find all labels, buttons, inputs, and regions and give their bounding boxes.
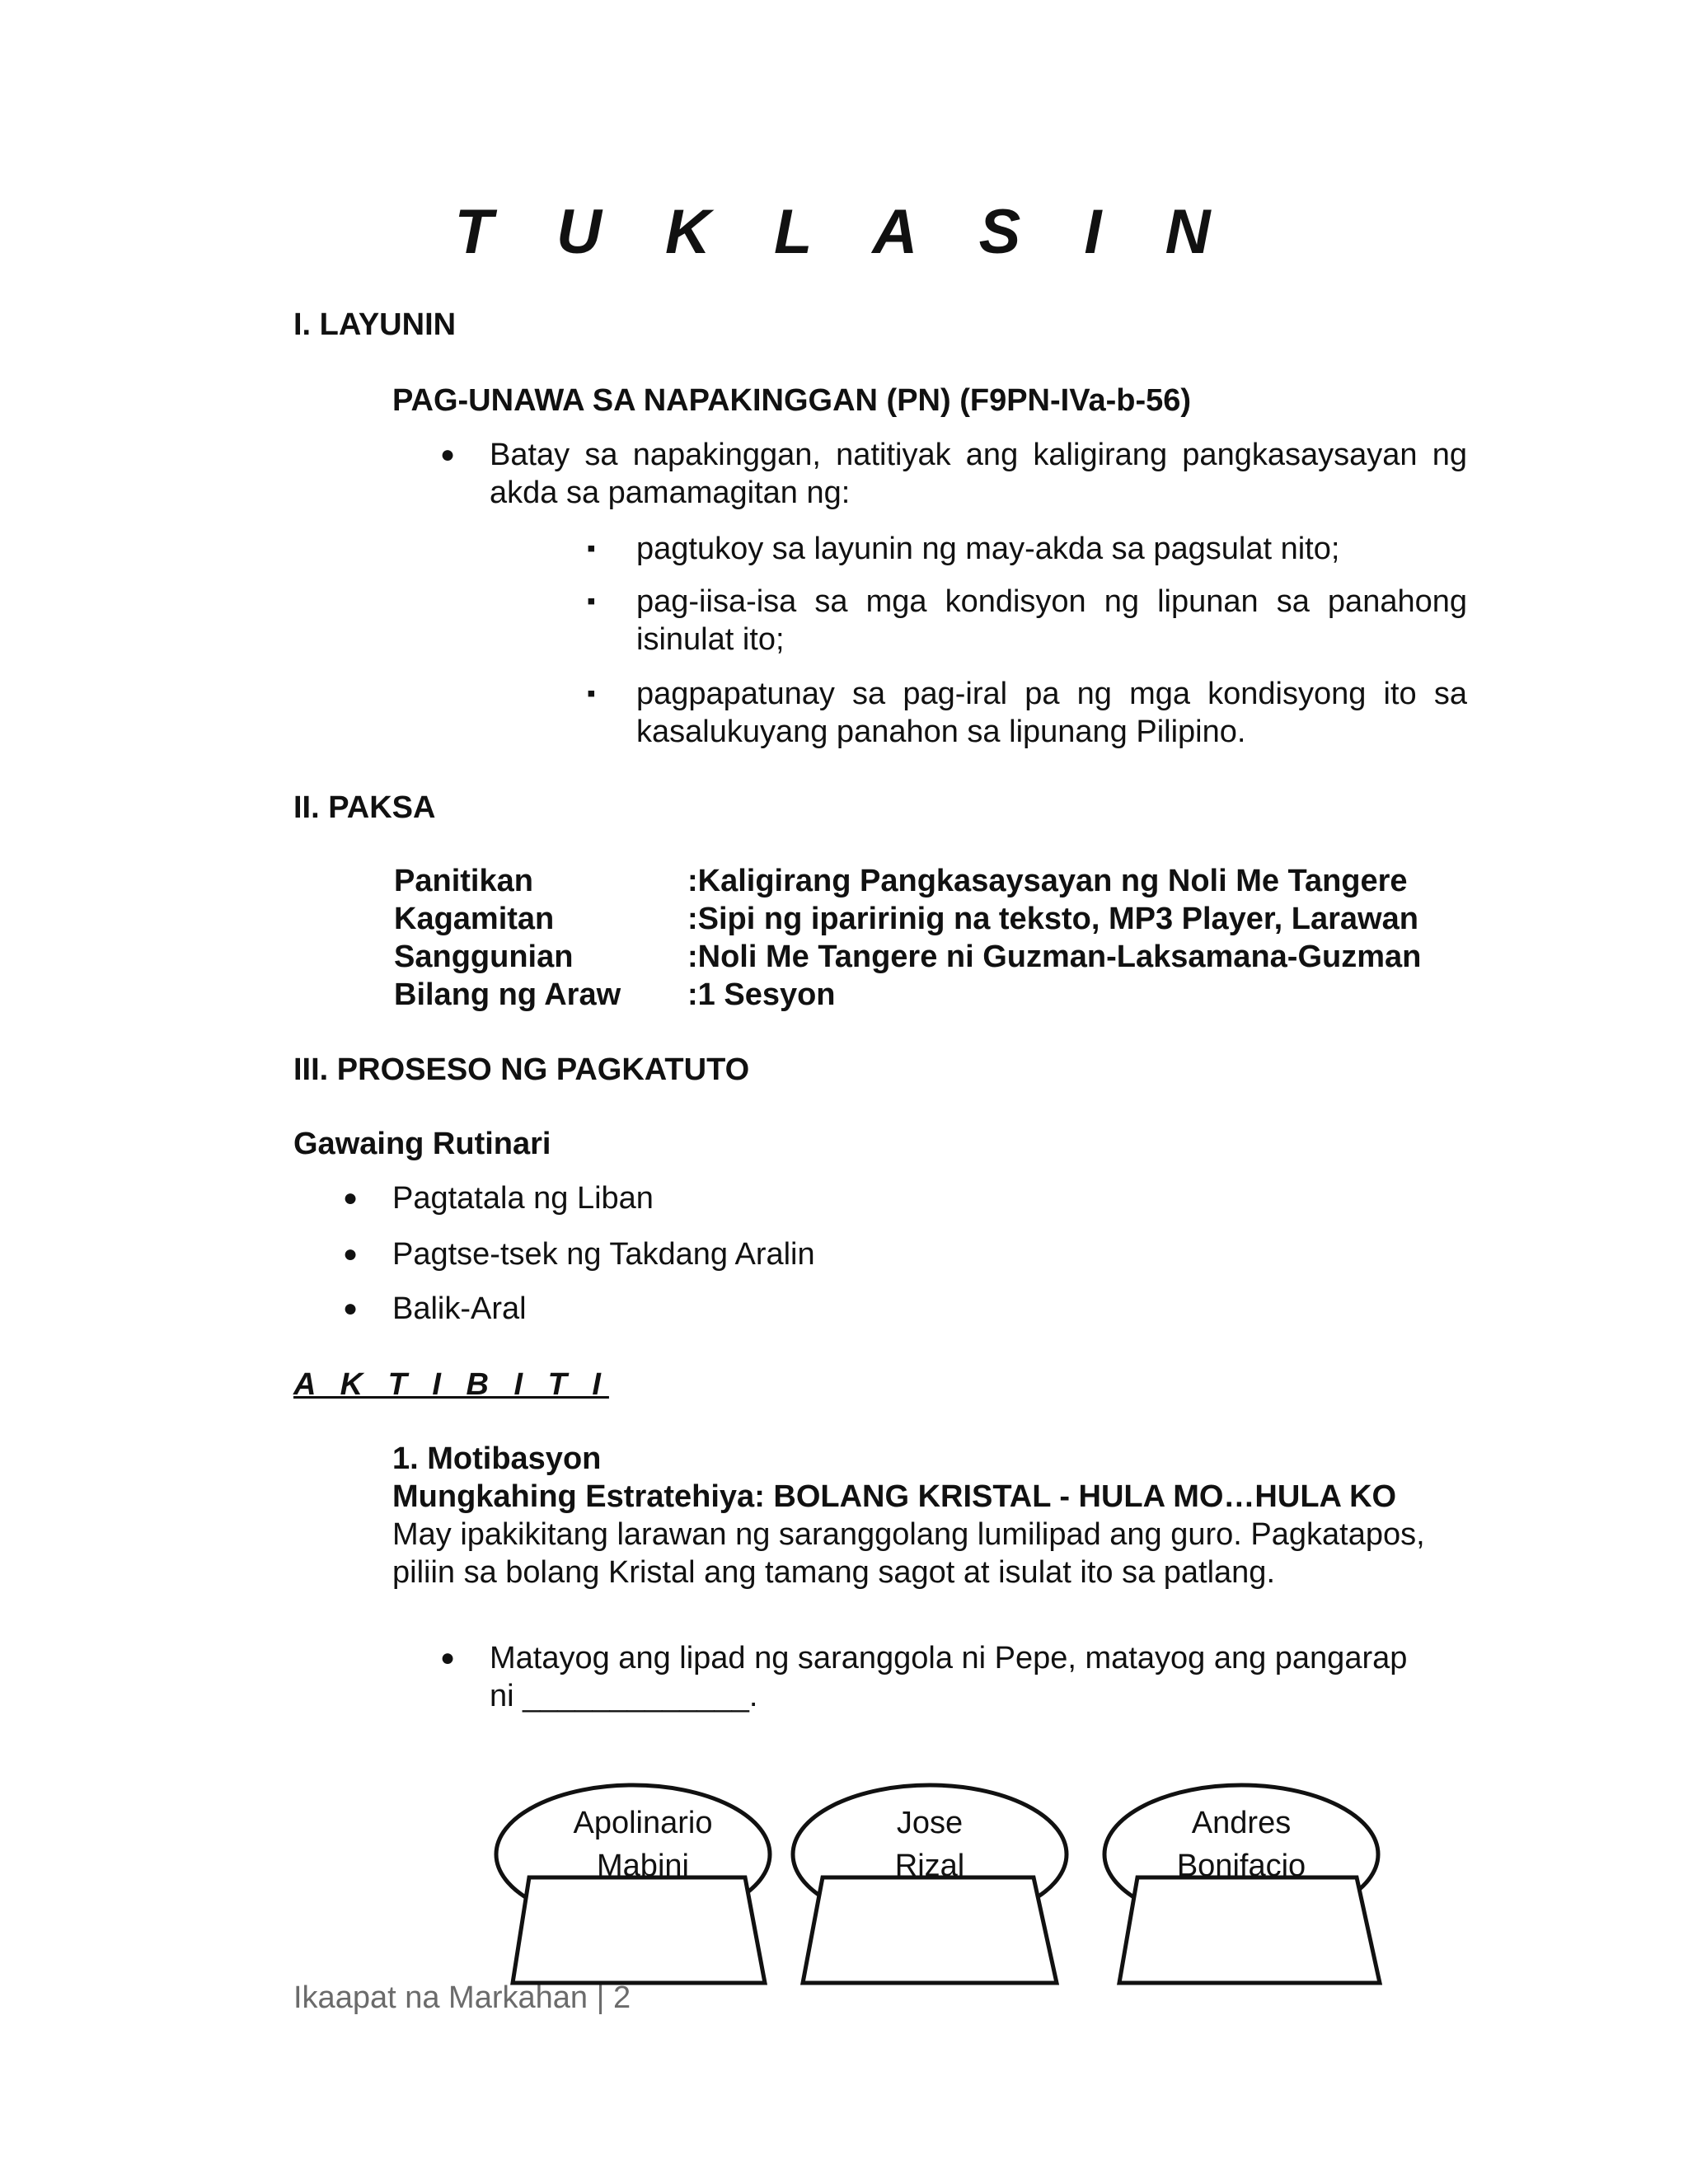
layunin-item-2-line2: isinulat ito;: [636, 622, 785, 657]
aktibiti-heading: A K T I B I T I: [293, 1367, 609, 1402]
paksa-key: Kagamitan: [394, 902, 555, 936]
rutinari-item-1: Pagtatala ng Liban: [392, 1181, 654, 1216]
crystal-ball-choice-1: [486, 1780, 799, 1994]
question-line1: Matayog ang lipad ng saranggola ni Pepe, matayog ang pangarap: [490, 1641, 1408, 1675]
page-title: T U K L A S I N: [454, 197, 1234, 267]
layunin-item-3-line2: kasalukuyang panahon sa lipunang Pilipino.: [636, 715, 1246, 749]
square-bullet-icon: ▪: [587, 680, 596, 707]
choice-name-line2: Bonifacio: [1176, 1849, 1306, 1877]
instruction-line1: May ipakikitang larawan ng saranggolang lumilipad ang guro. Pagkatapos,: [392, 1517, 1425, 1552]
instruction-line2: piliin sa bolang Kristal ang tamang sagot at isulat ito sa patlang.: [392, 1555, 1275, 1590]
choice-name-line1: Andres: [1191, 1806, 1292, 1840]
motibasyon-heading: 1. Motibasyon: [392, 1441, 602, 1476]
layunin-heading: I. LAYUNIN: [293, 307, 457, 342]
question-line2: ni _____________.: [490, 1679, 758, 1713]
layunin-subheading: PAG-UNAWA SA NAPAKINGGAN (PN) (F9PN-IVa-b-56): [392, 383, 1192, 418]
paksa-key: Panitikan: [394, 864, 533, 898]
bullet-icon: ●: [343, 1240, 359, 1268]
choice-name-line1: Apolinario: [573, 1806, 713, 1840]
choice-name-line1: Jose: [896, 1806, 964, 1840]
square-bullet-icon: ▪: [587, 535, 596, 562]
proseso-heading: III. PROSESO NG PAGKATUTO: [293, 1052, 750, 1087]
bullet-icon: ●: [343, 1295, 359, 1322]
layunin-bullet-line2: akda sa pamamagitan ng:: [490, 476, 851, 510]
choice-name-line2: Rizal: [894, 1849, 965, 1877]
paksa-value: :Kaligirang Pangkasaysayan ng Noli Me Tangere: [687, 864, 1408, 898]
paksa-value: :Noli Me Tangere ni Guzman-Laksamana-Guzman: [687, 940, 1422, 974]
paksa-value: :1 Sesyon: [687, 977, 836, 1012]
layunin-item-3-line1: pagpapatunay sa pag-iral pa ng mga kondisyong ito sa: [636, 677, 1467, 711]
bullet-icon: ●: [440, 1644, 456, 1671]
paksa-heading: II. PAKSA: [293, 790, 436, 825]
rutinari-item-2: Pagtse-tsek ng Takdang Aralin: [392, 1237, 815, 1272]
paksa-key: Bilang ng Araw: [394, 977, 621, 1012]
paksa-key: Sanggunian: [394, 940, 574, 974]
layunin-item-2-line1: pag-iisa-isa sa mga kondisyon ng lipunan sa panahong: [636, 584, 1467, 619]
page-footer: Ikaapat na Markahan | 2: [293, 1980, 631, 2015]
choice-name-line2: Mabini: [597, 1849, 689, 1877]
crystal-ball-choice-3: [1100, 1780, 1413, 1994]
rutinari-item-3: Balik-Aral: [392, 1291, 527, 1326]
crystal-ball-choice-2: [790, 1780, 1103, 1994]
estratehiya-heading: Mungkahing Estratehiya: BOLANG KRISTAL - HULA MO…HULA KO: [392, 1479, 1397, 1514]
square-bullet-icon: ▪: [587, 588, 596, 615]
layunin-item-1: pagtukoy sa layunin ng may-akda sa pagsulat nito;: [636, 532, 1340, 566]
paksa-value: :Sipi ng iparirinig na teksto, MP3 Player, Larawan: [687, 902, 1418, 936]
bullet-icon: ●: [440, 441, 456, 468]
layunin-bullet-line1: Batay sa napakinggan, natitiyak ang kaligirang pangkasaysayan ng: [490, 438, 1467, 472]
rutinari-heading: Gawaing Rutinari: [293, 1127, 551, 1161]
bullet-icon: ●: [343, 1184, 359, 1212]
